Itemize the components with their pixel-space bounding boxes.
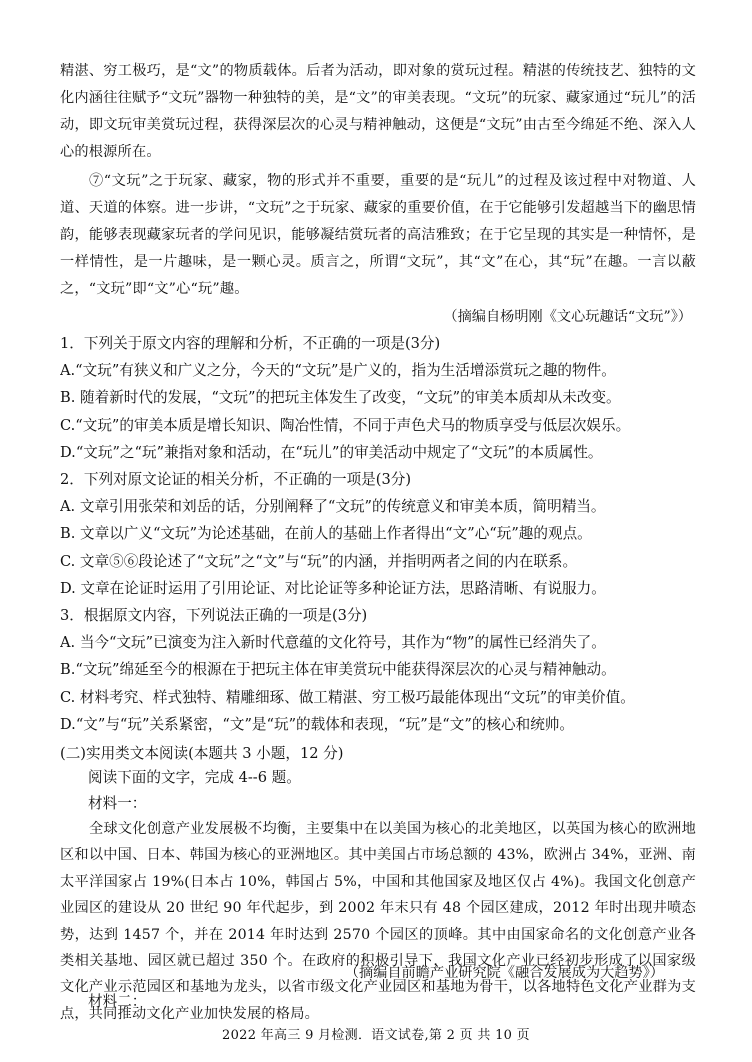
option-c: C.“文玩”的审美本质是增长知识、陶冶性情，不同于声色犬马的物质享受与低层次娱乐。 [60,416,631,434]
option-d: D.“文玩”之“玩”兼指对象和活动，在“玩儿”的审美活动中规定了“文玩”的本质属性。 [60,443,603,461]
option-a: A. 当今“文玩”已演变为注入新时代意蕴的文化符号，其作为“物”的属性已经消失了。 [60,634,606,652]
section-instruction: 阅读下面的文字，完成 4--6 题。 [88,769,301,786]
passage-paragraph-7: ⑦“文玩”之于玩家、藏家，物的形式并不重要，重要的是“玩儿”的过程及该过程中对物道、人道、天道的体察。进一步讲，“文玩”之于玩家、藏家的重要价值，在于它能够引发超越当下的幽思情韵，能够表现藏家玩者的学问见识，能够凝结赏玩者的高洁雅致；在于它呈现的其实是一种情怀，是一样情性，是一片趣味，是一颗心灵。质言之，所谓“文玩”，其“文”在心，其“玩”在趣。一言以蔽之，“文玩”即“文”心“玩”趣。 [60,173,696,297]
material-1-source: （摘编自前瞻产业研究院《融合发展成为大趋势》） [344,965,664,981]
material-2-label: 材料二： [88,993,147,1010]
option-b: B. 随着新时代的发展，“文玩”的把玩主体发生了改变，“文玩”的审美本质却从未改变。 [60,389,621,407]
section-heading: (二)实用类文本阅读(本题共 3 小题，12 分) [60,745,344,762]
option-a: A.“文玩”有狭义和广义之分，今天的“文玩”是广义的，指为生活增添赏玩之趣的物件。 [60,362,616,380]
question-2 [60,466,700,602]
question-3 [60,602,700,738]
option-a: A. 文章引用张荣和刘岳的话，分别阐释了“文玩”的传统意义和审美本质，简明精当。 [60,498,606,516]
page-footer: 2022 年高三 9 月检测．语文试卷,第 2 页 共 10 页 [222,1028,530,1043]
question-1 [60,330,700,466]
question-stem: 3．根据原文内容，下列说法正确的一项是(3分) [60,607,368,624]
option-c: C. 文章⑤⑥段论述了“文玩”之“文”与“玩”的内涵，并指明两者之间的内在联系。 [60,552,578,570]
question-stem: 2．下列对原文论证的相关分析，不正确的一项是(3分) [60,471,412,488]
passage-paragraph-end: 精湛、穷工极巧，是“文”的物质载体。后者为活动，即对象的赏玩过程。精湛的传统技艺、独特的文化内涵往往赋予“文玩”器物一种独特的美，是“文”的审美表现。“文玩”的玩家、藏家通过“玩儿”的活动，即文玩审美赏玩过程，获得深层次的心灵与精神触动，这便是“文玩”由古至今绵延不绝、深入人心的根源所在。 [60,63,696,160]
material-1-text: 全球文化创意产业发展极不均衡，主要集中在以美国为核心的北美地区，以英国为核心的欧洲地区和以中国、日本、韩国为核心的亚洲地区。其中美国占市场总额的 43%，欧洲占 34%，亚洲、南太平洋国家占 19%(日本占 10%，韩国占 5%，中国和其他国家及地区仅占 4%)。我国文化创意产业园区的建设从 20 世纪 90 年代起步，到 2002 年末只有 48 个园区建成，2012 年时出现井喷态势，达到 1457 个，并在 2014 年时达到 2570 个园区的顶峰。其中由国家命名的文化创意产业各类相关基地、园区就已超过 350 个。在政府的积极引导下，我国文化产业已经初步形成了以国家级文化产业示范园区和基地为龙头，以省市级文化产业园区和基地为骨干，以各地特色文化产业群为支点，共同推动文化产业加快发展的格局。 [60,821,696,1022]
option-b: B. 文章以广义“文玩”为论述基础，在前人的基础上作者得出“文”心“玩”趣的观点。 [60,525,592,543]
question-stem: 1．下列关于原文内容的理解和分析，不正确的一项是(3分) [60,335,441,352]
option-d: D.“文”与“玩”关系紧密，“文”是“玩”的载体和表现，“玩”是“文”的核心和统帅。 [60,715,574,733]
passage-source: （摘编自杨明刚《文心玩趣话“文玩”》） [443,309,692,325]
material-1-label: 材料一： [88,795,147,812]
option-c: C. 材料考究、样式独特、精雕细琢、做工精湛、穷工极巧最能体现出“文玩”的审美价值。 [60,688,635,706]
option-b: B.“文玩”绵延至今的根源在于把玩主体在审美赏玩中能获得深层次的心灵与精神触动。 [60,661,616,679]
option-d: D. 文章在论证时运用了引用论证、对比论证等多种论证方法，思路清晰、有说服力。 [60,579,606,597]
